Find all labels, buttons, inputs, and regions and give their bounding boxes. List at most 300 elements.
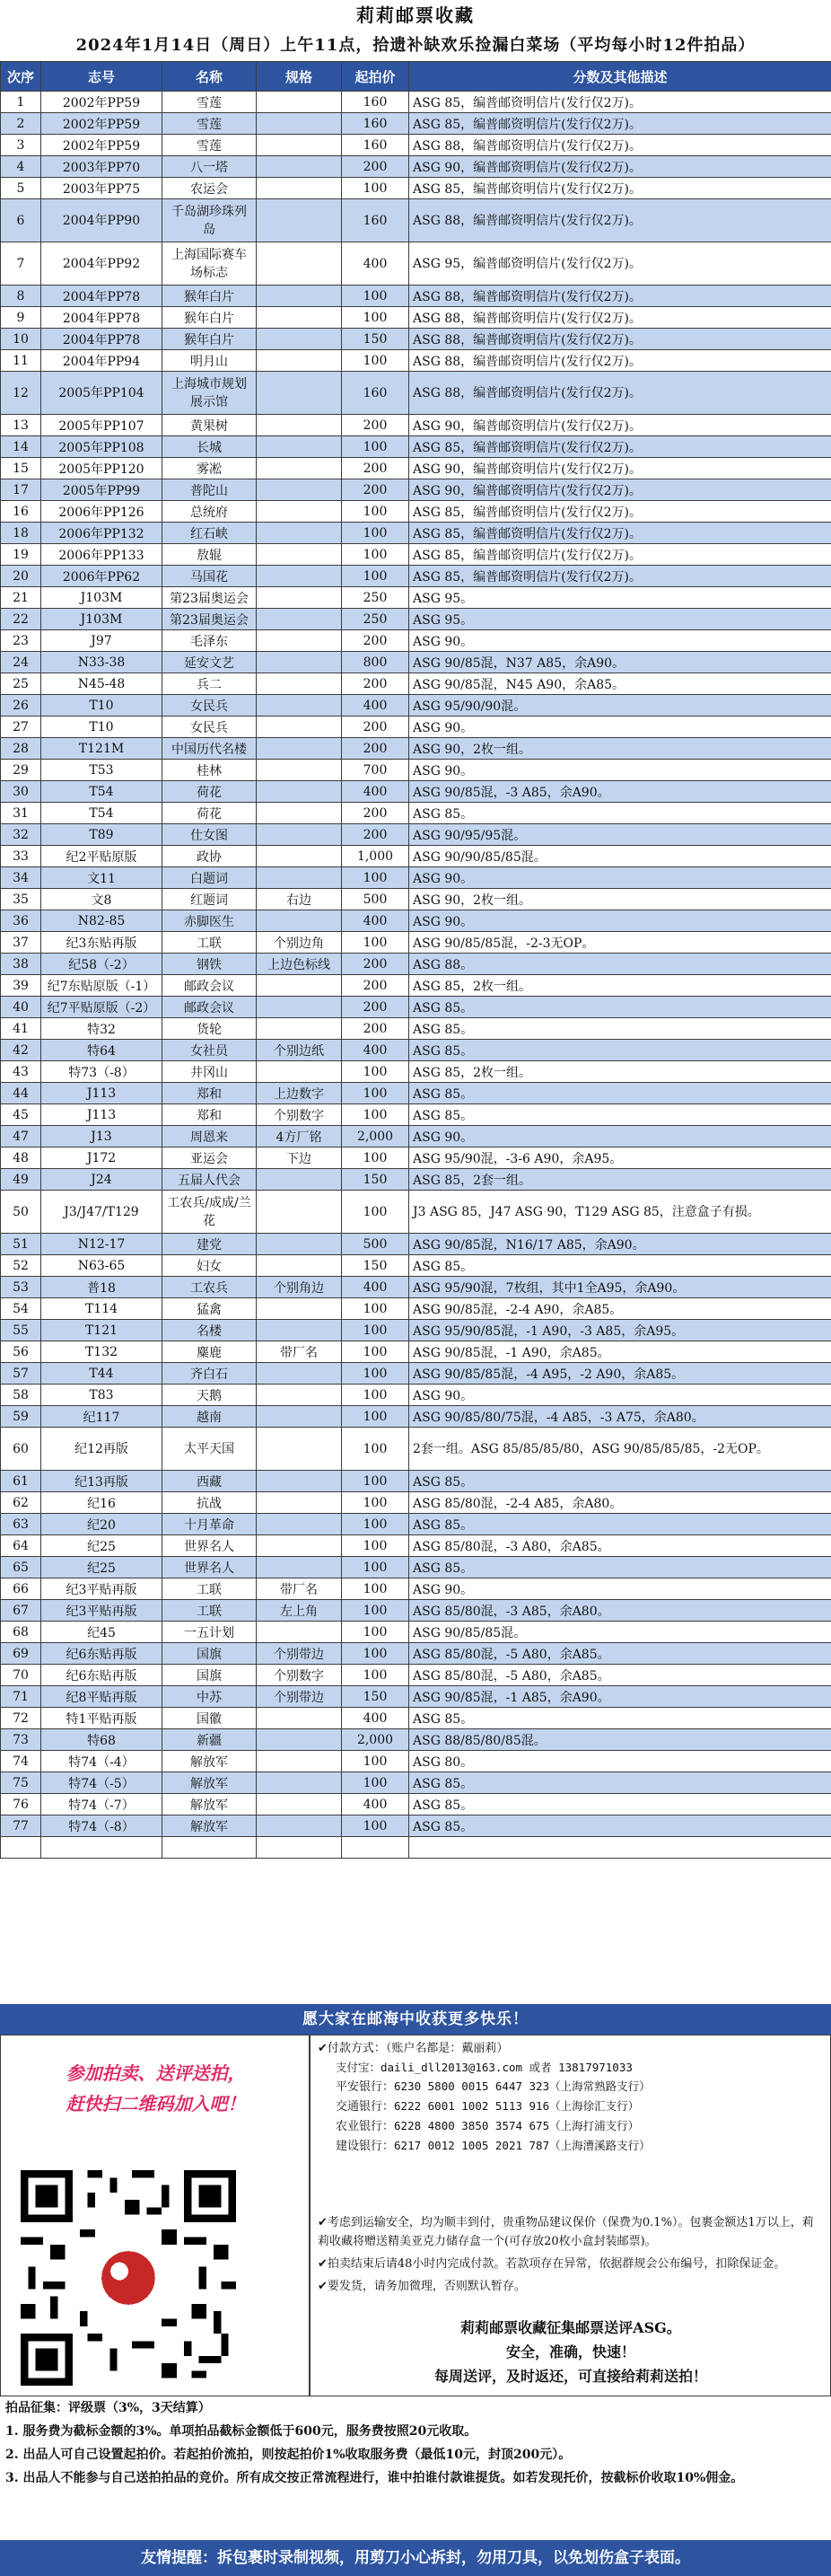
start-price: 100 bbox=[342, 1772, 409, 1794]
lot-index: 13 bbox=[1, 415, 41, 436]
stamp-code: 纪8平贴再版 bbox=[41, 1686, 162, 1708]
table-row bbox=[1, 1406, 831, 1428]
lot-index: 55 bbox=[1, 1320, 41, 1341]
table-row bbox=[1, 1772, 831, 1794]
lot-index: 65 bbox=[1, 1557, 41, 1578]
lot-description: ASG 85，2枚一组。 bbox=[409, 975, 831, 997]
note-payment-deadline: ✔拍卖结束后请48小时内完成付款。若款项存在异常，依据群规会公布编号，扣除保证金。 bbox=[318, 2257, 786, 2271]
stamp-name: 上海国际赛车场标志 bbox=[162, 242, 257, 286]
start-price: 100 bbox=[342, 1298, 409, 1320]
table-row bbox=[1, 760, 831, 781]
col-header-start-price: 起拍价 bbox=[342, 62, 409, 92]
stamp-code: 纪117 bbox=[41, 1406, 162, 1428]
stamp-name: 解放军 bbox=[162, 1751, 257, 1772]
stamp-name: 世界名人 bbox=[162, 1557, 257, 1578]
start-price: 700 bbox=[342, 760, 409, 781]
stamp-code: 纪3平贴再版 bbox=[41, 1578, 162, 1600]
footer-section bbox=[0, 2004, 831, 2576]
stamp-spec: 个别数字 bbox=[257, 1104, 342, 1126]
stamp-code: 特74（-5） bbox=[41, 1772, 162, 1794]
stamp-name: 白题词 bbox=[162, 867, 257, 889]
stamp-name: 工联 bbox=[162, 1600, 257, 1622]
lot-index: 61 bbox=[1, 1471, 41, 1492]
table-row bbox=[1, 673, 831, 695]
stamp-spec bbox=[257, 1406, 342, 1428]
stamp-spec: 下边 bbox=[257, 1147, 342, 1169]
promo-line-1: 参加拍卖、送评送拍， bbox=[66, 2062, 246, 2084]
start-price: 200 bbox=[342, 824, 409, 846]
bank-account: 6217 0012 1005 2021 787（上海漕溪路支行） bbox=[394, 2139, 651, 2152]
lot-description: ASG 88，编普邮资明信片(发行仅2万)。 bbox=[409, 286, 831, 307]
table-row bbox=[1, 824, 831, 846]
stamp-spec bbox=[257, 415, 342, 436]
start-price: 800 bbox=[342, 652, 409, 673]
stamp-spec bbox=[257, 1751, 342, 1772]
stamp-code: 纪20 bbox=[41, 1514, 162, 1535]
lot-description: ASG 90，编普邮资明信片(发行仅2万)。 bbox=[409, 415, 831, 436]
stamp-spec bbox=[257, 1492, 342, 1514]
table-row bbox=[1, 1514, 831, 1535]
stamp-name: 明月山 bbox=[162, 350, 257, 372]
friendly-reminder: 友情提醒：拆包裹时录制视频，用剪刀小心拆封，勿用刀具，以免划伤盒子表面。 bbox=[0, 2540, 831, 2576]
stamp-code: 纪16 bbox=[41, 1492, 162, 1514]
stamp-name: 猴年白片 bbox=[162, 286, 257, 307]
lot-description: ASG 90。 bbox=[409, 717, 831, 738]
table-row bbox=[1, 1341, 831, 1363]
start-price: 100 bbox=[342, 1751, 409, 1772]
lot-description: ASG 85。 bbox=[409, 1794, 831, 1816]
start-price: 100 bbox=[342, 1191, 409, 1234]
lot-description: ASG 85。 bbox=[409, 1104, 831, 1126]
stamp-spec bbox=[257, 566, 342, 587]
lot-index: 16 bbox=[1, 501, 41, 523]
stamp-spec bbox=[257, 630, 342, 652]
lot-index: 15 bbox=[1, 458, 41, 479]
stamp-spec bbox=[257, 1557, 342, 1578]
table-row bbox=[1, 738, 831, 760]
table-row bbox=[1, 1147, 831, 1169]
stamp-code: 纪6东贴再版 bbox=[41, 1665, 162, 1686]
bank-name: 农业银行： bbox=[336, 2120, 395, 2133]
stamp-code: T44 bbox=[41, 1363, 162, 1385]
stamp-name: 长城 bbox=[162, 436, 257, 458]
lot-index: 70 bbox=[1, 1665, 41, 1686]
stamp-code: T132 bbox=[41, 1341, 162, 1363]
stamp-code bbox=[41, 1837, 162, 1859]
stamp-spec bbox=[257, 1535, 342, 1557]
lot-index: 25 bbox=[1, 673, 41, 695]
table-row bbox=[1, 1643, 831, 1665]
stamp-name: 荷花 bbox=[162, 781, 257, 803]
stamp-spec: 个别带边 bbox=[257, 1643, 342, 1665]
stamp-spec: 上边数字 bbox=[257, 1083, 342, 1104]
stamp-name: 工联 bbox=[162, 1578, 257, 1600]
stamp-spec bbox=[257, 1061, 342, 1083]
lot-description: ASG 80。 bbox=[409, 1751, 831, 1772]
stamp-code: 纪25 bbox=[41, 1557, 162, 1578]
stamp-code: J13 bbox=[41, 1126, 162, 1147]
stamp-code: 特74（-4） bbox=[41, 1751, 162, 1772]
start-price: 100 bbox=[342, 1083, 409, 1104]
stamp-name: 猴年白片 bbox=[162, 329, 257, 350]
promo-line-2: 赶快扫二维码加入吧！ bbox=[66, 2093, 246, 2114]
lot-index: 76 bbox=[1, 1794, 41, 1816]
start-price: 200 bbox=[342, 458, 409, 479]
stamp-name: 邮政会议 bbox=[162, 975, 257, 997]
table-row bbox=[1, 479, 831, 501]
lot-index: 56 bbox=[1, 1341, 41, 1363]
lot-index: 5 bbox=[1, 178, 41, 199]
note-delivery: ✔要发货，请务加微理，否则默认暂存。 bbox=[318, 2280, 526, 2293]
start-price: 100 bbox=[342, 1622, 409, 1643]
table-row bbox=[1, 954, 831, 975]
stamp-code: 2004年PP78 bbox=[41, 307, 162, 329]
stamp-name: 解放军 bbox=[162, 1794, 257, 1816]
lot-index: 31 bbox=[1, 803, 41, 824]
stamp-name: 雪莲 bbox=[162, 135, 257, 156]
lot-index: 32 bbox=[1, 824, 41, 846]
stamp-spec bbox=[257, 350, 342, 372]
stamp-spec bbox=[257, 1298, 342, 1320]
table-row bbox=[1, 652, 831, 673]
lot-index: 42 bbox=[1, 1040, 41, 1061]
lot-index: 72 bbox=[1, 1708, 41, 1729]
lot-description: ASG 85，编普邮资明信片(发行仅2万)。 bbox=[409, 501, 831, 523]
start-price: 160 bbox=[342, 199, 409, 242]
start-price: 100 bbox=[342, 1061, 409, 1083]
stamp-code: 2006年PP62 bbox=[41, 566, 162, 587]
stamp-spec bbox=[257, 1729, 342, 1751]
rule-item: 2. 出品人可自己设置起拍价。若起拍价流拍，则按起拍价1%收取服务费（最低10元，封顶200元）。 bbox=[5, 2448, 572, 2462]
lot-description: ASG 85/80混，-5 A80，余A85。 bbox=[409, 1665, 831, 1686]
lot-description: ASG 85，编普邮资明信片(发行仅2万)。 bbox=[409, 544, 831, 566]
start-price: 100 bbox=[342, 1578, 409, 1600]
stamp-code: T89 bbox=[41, 824, 162, 846]
table-row bbox=[1, 1363, 831, 1385]
stamp-code: 特1平贴再版 bbox=[41, 1708, 162, 1729]
lot-description: ASG 88，编普邮资明信片(发行仅2万)。 bbox=[409, 350, 831, 372]
stamp-code: T10 bbox=[41, 717, 162, 738]
start-price: 1,000 bbox=[342, 846, 409, 867]
stamp-code: 2005年PP120 bbox=[41, 458, 162, 479]
lot-index: 51 bbox=[1, 1234, 41, 1255]
table-row bbox=[1, 329, 831, 350]
stamp-spec bbox=[257, 846, 342, 867]
lot-index: 71 bbox=[1, 1686, 41, 1708]
lot-index: 35 bbox=[1, 889, 41, 910]
lot-index: 43 bbox=[1, 1061, 41, 1083]
table-row bbox=[1, 415, 831, 436]
start-price: 100 bbox=[342, 1385, 409, 1406]
lot-description: ASG 85/80混，-5 A80，余A85。 bbox=[409, 1643, 831, 1665]
start-price: 100 bbox=[342, 1104, 409, 1126]
stamp-spec: 个别边角 bbox=[257, 932, 342, 954]
stamp-code: T54 bbox=[41, 803, 162, 824]
start-price: 2,000 bbox=[342, 1126, 409, 1147]
stamp-name: 女民兵 bbox=[162, 695, 257, 717]
lot-index: 26 bbox=[1, 695, 41, 717]
start-price: 100 bbox=[342, 286, 409, 307]
stamp-name: 亚运会 bbox=[162, 1147, 257, 1169]
stamp-name: 解放军 bbox=[162, 1816, 257, 1837]
bank-account: 6222 6001 1002 5113 916（上海徐汇支行） bbox=[394, 2099, 640, 2113]
stamp-code: 文8 bbox=[41, 889, 162, 910]
stamp-code: 2004年PP94 bbox=[41, 350, 162, 372]
table-row bbox=[1, 1255, 831, 1277]
stamp-spec bbox=[257, 1234, 342, 1255]
join-panel bbox=[0, 2035, 310, 2396]
start-price: 200 bbox=[342, 975, 409, 997]
table-row bbox=[1, 1018, 831, 1040]
lot-index: 9 bbox=[1, 307, 41, 329]
stamp-name: 荷花 bbox=[162, 803, 257, 824]
lot-description: ASG 85，2枚一组。 bbox=[409, 1061, 831, 1083]
stamp-name: 农运会 bbox=[162, 178, 257, 199]
start-price: 200 bbox=[342, 630, 409, 652]
lot-description: ASG 90，编普邮资明信片(发行仅2万)。 bbox=[409, 156, 831, 178]
lot-index: 75 bbox=[1, 1772, 41, 1794]
stamp-spec bbox=[257, 652, 342, 673]
table-row bbox=[1, 1708, 831, 1729]
stamp-code: 2005年PP107 bbox=[41, 415, 162, 436]
lot-index: 63 bbox=[1, 1514, 41, 1535]
lot-index: 67 bbox=[1, 1600, 41, 1622]
start-price: 400 bbox=[342, 1708, 409, 1729]
bank-row-pingan bbox=[318, 2077, 825, 2097]
table-row bbox=[1, 544, 831, 566]
stamp-code: T54 bbox=[41, 781, 162, 803]
table-row bbox=[1, 695, 831, 717]
lot-description: ASG 85，编普邮资明信片(发行仅2万)。 bbox=[409, 92, 831, 113]
table-row bbox=[1, 1191, 831, 1234]
start-price: 2,000 bbox=[342, 1729, 409, 1751]
lot-description: ASG 90。 bbox=[409, 910, 831, 932]
lot-description: ASG 85/80混，-3 A85，余A80。 bbox=[409, 1600, 831, 1622]
table-row bbox=[1, 242, 831, 286]
stamp-name: 第23届奥运会 bbox=[162, 587, 257, 609]
stamp-code: N63-65 bbox=[41, 1255, 162, 1277]
stamp-name: 第23届奥运会 bbox=[162, 609, 257, 630]
stamp-spec: 上边色标线 bbox=[257, 954, 342, 975]
table-row bbox=[1, 1600, 831, 1622]
stamp-name: 名楼 bbox=[162, 1320, 257, 1341]
stamp-name bbox=[162, 1837, 257, 1859]
stamp-spec bbox=[257, 479, 342, 501]
stamp-code: J97 bbox=[41, 630, 162, 652]
lot-index: 28 bbox=[1, 738, 41, 760]
start-price: 100 bbox=[342, 1341, 409, 1363]
table-row bbox=[1, 889, 831, 910]
start-price: 500 bbox=[342, 1234, 409, 1255]
lots-table-body bbox=[1, 92, 831, 1859]
start-price: 150 bbox=[342, 1169, 409, 1191]
stamp-name: 新疆 bbox=[162, 1729, 257, 1751]
col-header-index: 次序 bbox=[1, 62, 41, 92]
stamp-code: N33-38 bbox=[41, 652, 162, 673]
stamp-code: 纪2平贴原版 bbox=[41, 846, 162, 867]
stamp-spec bbox=[257, 738, 342, 760]
lot-description: ASG 95/90混，7枚组，其中1全A95，余A90。 bbox=[409, 1277, 831, 1298]
lot-description: ASG 85。 bbox=[409, 1083, 831, 1104]
start-price: 100 bbox=[342, 1816, 409, 1837]
lot-description: ASG 95。 bbox=[409, 587, 831, 609]
stamp-code: 特73（-8） bbox=[41, 1061, 162, 1083]
lot-description: ASG 85。 bbox=[409, 1471, 831, 1492]
stamp-name: 总统府 bbox=[162, 501, 257, 523]
stamp-name: 齐白石 bbox=[162, 1363, 257, 1385]
col-header-name: 名称 bbox=[162, 62, 257, 92]
table-row bbox=[1, 1837, 831, 1859]
lot-description: ASG 90/85混，-1 A90，余A85。 bbox=[409, 1341, 831, 1363]
lot-description: ASG 95。 bbox=[409, 609, 831, 630]
stamp-code: T53 bbox=[41, 760, 162, 781]
lot-index: 66 bbox=[1, 1578, 41, 1600]
stamp-spec bbox=[257, 307, 342, 329]
lot-description: ASG 90/85/85混。 bbox=[409, 1622, 831, 1643]
start-price: 100 bbox=[342, 1320, 409, 1341]
stamp-code: 纪13再版 bbox=[41, 1471, 162, 1492]
lot-description: ASG 88，编普邮资明信片(发行仅2万)。 bbox=[409, 372, 831, 415]
start-price: 160 bbox=[342, 372, 409, 415]
lot-description: 2套一组。ASG 85/85/85/80，ASG 90/85/85/85，-2无OP。 bbox=[409, 1428, 831, 1471]
stamp-name: 红石峡 bbox=[162, 523, 257, 544]
lot-index bbox=[1, 1837, 41, 1859]
lot-index: 59 bbox=[1, 1406, 41, 1428]
lot-index: 47 bbox=[1, 1126, 41, 1147]
stamp-name: 邮政会议 bbox=[162, 997, 257, 1018]
stamp-code: N12-17 bbox=[41, 1234, 162, 1255]
start-price: 200 bbox=[342, 997, 409, 1018]
table-row bbox=[1, 910, 831, 932]
lot-index: 39 bbox=[1, 975, 41, 997]
table-row bbox=[1, 781, 831, 803]
start-price: 150 bbox=[342, 1255, 409, 1277]
bank-account: 6230 5800 0015 6447 323（上海常熟路支行） bbox=[394, 2079, 651, 2093]
lot-index: 30 bbox=[1, 781, 41, 803]
lot-index: 10 bbox=[1, 329, 41, 350]
stamp-name: 五届人代会 bbox=[162, 1169, 257, 1191]
lot-index: 74 bbox=[1, 1751, 41, 1772]
table-header-row bbox=[1, 62, 831, 92]
stamp-name: 西藏 bbox=[162, 1471, 257, 1492]
stamp-spec bbox=[257, 1772, 342, 1794]
lot-index: 19 bbox=[1, 544, 41, 566]
stamp-name: 红题词 bbox=[162, 889, 257, 910]
stamp-name: 麋鹿 bbox=[162, 1341, 257, 1363]
stamp-code: 纪12再版 bbox=[41, 1428, 162, 1471]
lot-index: 57 bbox=[1, 1363, 41, 1385]
stamp-name: 兵二 bbox=[162, 673, 257, 695]
stamp-name: 延安文艺 bbox=[162, 652, 257, 673]
table-row bbox=[1, 178, 831, 199]
table-row bbox=[1, 135, 831, 156]
stamp-code: 2002年PP59 bbox=[41, 92, 162, 113]
consignment-rules bbox=[0, 2396, 831, 2540]
stamp-spec: 个别边纸 bbox=[257, 1040, 342, 1061]
lot-description: ASG 90/85混，-1 A85，余A90。 bbox=[409, 1686, 831, 1708]
lot-description: ASG 90。 bbox=[409, 1385, 831, 1406]
stamp-code: 2002年PP59 bbox=[41, 113, 162, 135]
table-row bbox=[1, 867, 831, 889]
start-price: 400 bbox=[342, 781, 409, 803]
lot-description: ASG 90。 bbox=[409, 867, 831, 889]
table-row bbox=[1, 846, 831, 867]
stamp-code: J24 bbox=[41, 1169, 162, 1191]
stamp-spec bbox=[257, 997, 342, 1018]
start-price: 100 bbox=[342, 1600, 409, 1622]
table-row bbox=[1, 717, 831, 738]
start-price bbox=[342, 1837, 409, 1859]
stamp-code: 2002年PP59 bbox=[41, 135, 162, 156]
lot-description: ASG 90/85混，N16/17 A85，余A90。 bbox=[409, 1234, 831, 1255]
stamp-name: 一五计划 bbox=[162, 1622, 257, 1643]
table-row bbox=[1, 630, 831, 652]
stamp-name: 上海城市规划展示馆 bbox=[162, 372, 257, 415]
start-price: 100 bbox=[342, 1514, 409, 1535]
start-price: 200 bbox=[342, 738, 409, 760]
lot-index: 48 bbox=[1, 1147, 41, 1169]
stamp-name: 郑和 bbox=[162, 1083, 257, 1104]
stamp-spec bbox=[257, 544, 342, 566]
lot-description: ASG 90，编普邮资明信片(发行仅2万)。 bbox=[409, 458, 831, 479]
stamp-spec bbox=[257, 1816, 342, 1837]
stamp-spec bbox=[257, 523, 342, 544]
alipay-account: 支付宝：daili_dll2013@163.com 或者 13817971033 bbox=[336, 2061, 633, 2074]
start-price: 100 bbox=[342, 867, 409, 889]
lot-index: 68 bbox=[1, 1622, 41, 1643]
stamp-spec bbox=[257, 156, 342, 178]
lot-index: 49 bbox=[1, 1169, 41, 1191]
stamp-name: 工联 bbox=[162, 932, 257, 954]
stamp-spec bbox=[257, 910, 342, 932]
start-price: 250 bbox=[342, 609, 409, 630]
start-price: 100 bbox=[342, 1535, 409, 1557]
lot-index: 33 bbox=[1, 846, 41, 867]
table-row bbox=[1, 1083, 831, 1104]
start-price: 400 bbox=[342, 1277, 409, 1298]
lot-description: ASG 85，编普邮资明信片(发行仅2万)。 bbox=[409, 436, 831, 458]
shipping-notes bbox=[318, 2213, 825, 2299]
stamp-spec: 个别角边 bbox=[257, 1277, 342, 1298]
stamp-spec: 左上角 bbox=[257, 1600, 342, 1622]
lot-description: ASG 90，2枚一组。 bbox=[409, 889, 831, 910]
start-price: 100 bbox=[342, 566, 409, 587]
lot-index: 77 bbox=[1, 1816, 41, 1837]
lot-description: ASG 90。 bbox=[409, 760, 831, 781]
table-row bbox=[1, 1578, 831, 1600]
lot-description: ASG 95/90混，-3-6 A90，余A95。 bbox=[409, 1147, 831, 1169]
table-row bbox=[1, 1794, 831, 1816]
qr-code-icon[interactable] bbox=[21, 2170, 236, 2386]
stamp-name: 十月革命 bbox=[162, 1514, 257, 1535]
stamp-name: 赤脚医生 bbox=[162, 910, 257, 932]
table-row bbox=[1, 1428, 831, 1471]
stamp-name: 越南 bbox=[162, 1406, 257, 1428]
table-row bbox=[1, 1104, 831, 1126]
stamp-code: 特64 bbox=[41, 1040, 162, 1061]
stamp-spec bbox=[257, 1255, 342, 1277]
lot-description: ASG 85/80混，-2-4 A85，余A80。 bbox=[409, 1492, 831, 1514]
stamp-name: 井冈山 bbox=[162, 1061, 257, 1083]
stamp-spec bbox=[257, 1385, 342, 1406]
table-row bbox=[1, 1557, 831, 1578]
table-row bbox=[1, 1061, 831, 1083]
lot-index: 58 bbox=[1, 1385, 41, 1406]
lot-index: 62 bbox=[1, 1492, 41, 1514]
lot-index: 69 bbox=[1, 1643, 41, 1665]
lot-description: ASG 85。 bbox=[409, 1040, 831, 1061]
stamp-name: 八一塔 bbox=[162, 156, 257, 178]
